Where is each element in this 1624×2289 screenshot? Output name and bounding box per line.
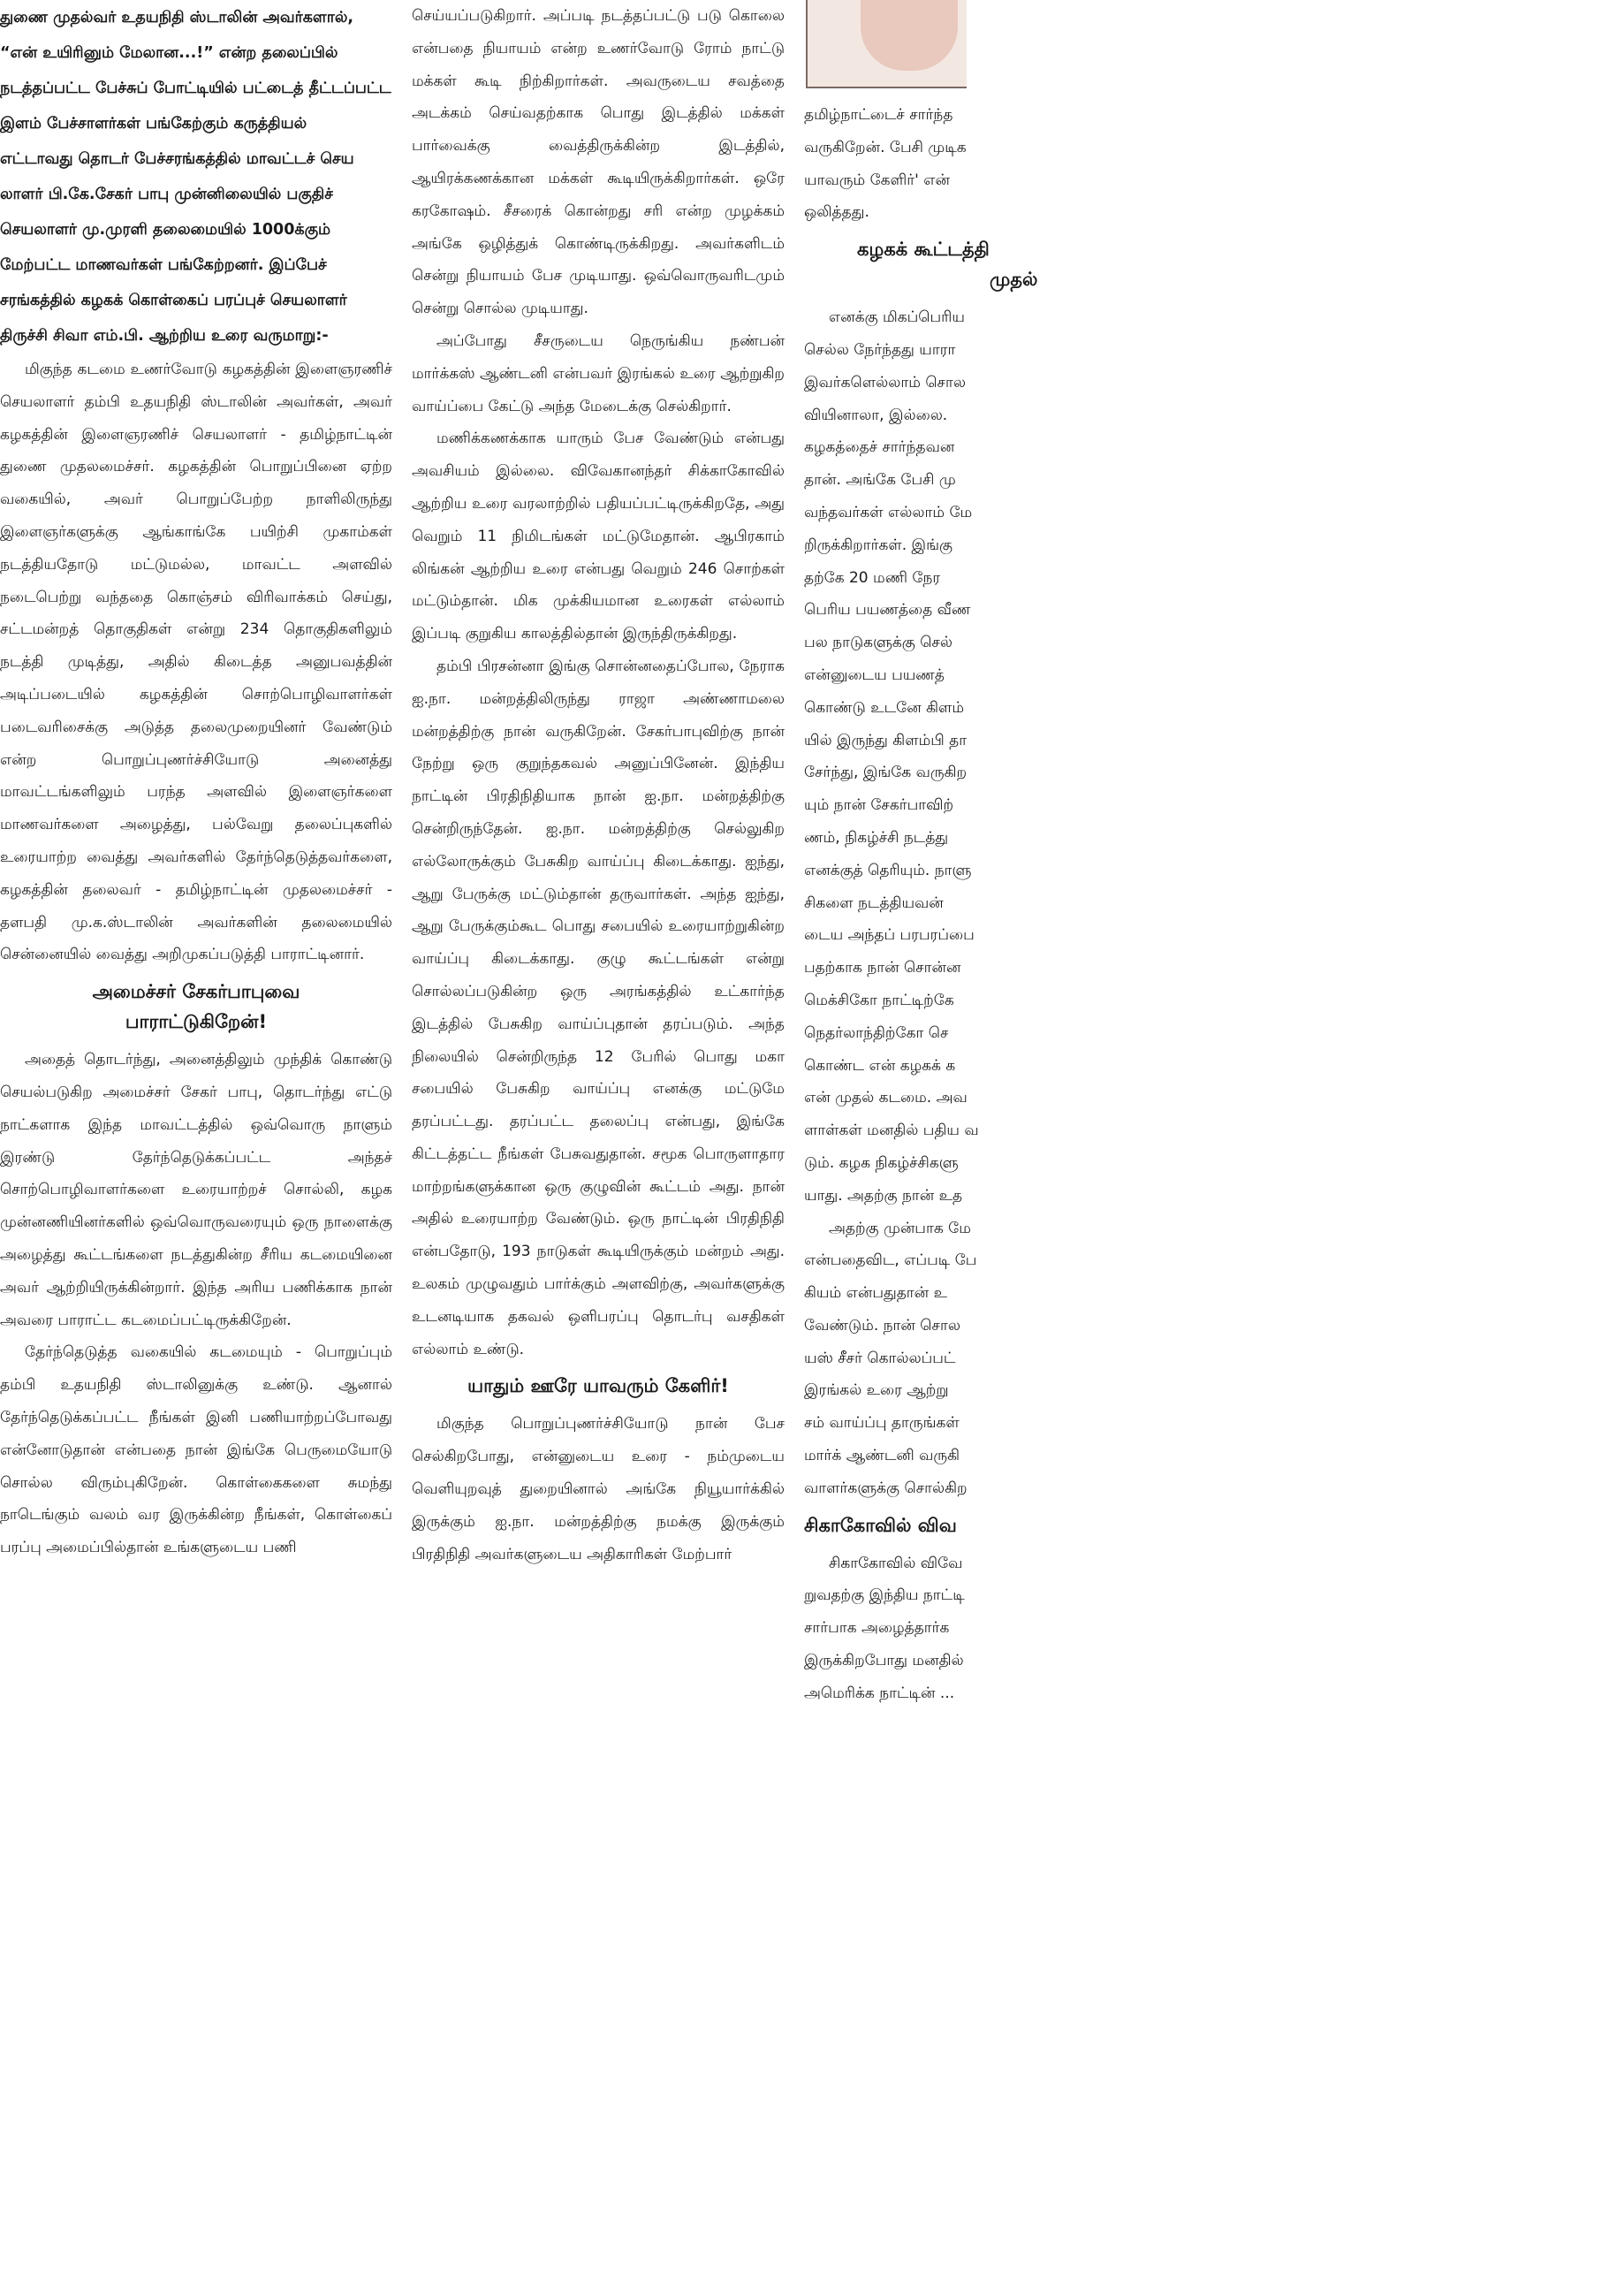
body-paragraph [804, 1213, 1246, 1505]
text-line: கழகத்தைச் சார்ந்தவன [804, 438, 955, 457]
text-line: றிருக்கிறார்கள். இங்கு [804, 536, 952, 554]
body-paragraph: அதைத் தொடர்ந்து, அனைத்திலும் முந்திக் கொண்டு செயல்படுகிற அமைச்சர் சேகர் பாபு, தொடர்ந்து எட்டு நாட்களாக இந்த மாவட்டத்தில் ஒவ்வொரு நாளும் இரண்டு தேர்ந்தெடுக்கப்பட்ட அந்தச் சொற்பொழிவாளர்களை உரையாற்றச் சொல்லி, கழக முன்னணியினர்களில் ஒவ்வொருவரையும் ஒரு நாளைக்கு அழைத்து கூட்டங்களை நடத்துகின்ற சீரிய கடமையினை அவர் ஆற்றியிருக்கின்றார். இந்த அரிய பணிக்காக நான் அவரை பாராட்ட கடமைப்பட்டிருக்கிறேன். [0, 1051, 392, 1329]
text-line: செயலாளர் மு.முரளி தலைமையில் 1000க்கும் [0, 221, 331, 239]
text-line: என் முதல் கடமை. அவ [804, 1089, 968, 1107]
text-line: சம் வாய்ப்பு தாருங்கள் [804, 1414, 960, 1433]
text-line: வருகிறேன். பேசி முடிக [804, 138, 967, 156]
body-paragraph: அப்போது சீசருடைய நெருங்கிய நண்பன் மார்க்கஸ் ஆண்டனி என்பவர் இரங்கல் உரை ஆற்றுகிற வாய்ப்பை கேட்டு அந்த மேடைக்கு செல்கிறார். [412, 331, 785, 415]
text-line: லாளர் பி.கே.சேகர் பாபு முன்னிலையில் பகுதிச் [0, 186, 333, 203]
text-line: மெக்சிகோ நாட்டிற்கே [804, 991, 954, 1009]
column-3-text [804, 99, 1246, 1710]
body-paragraph: மிகுந்த கடமை உணர்வோடு கழகத்தின் இளைஞரணிச் செயலாளர் தம்பி உதயநிதி ஸ்டாலின் அவர்கள், அவர் கழகத்தின் இளைஞரணிச் செயலாளர் - தமிழ்நாட்டின் துணை முதலமைச்சர். கழகத்தின் பொறுப்பினை ஏற்ற வகையில், அவர் பொறுப்பேற்ற நாளிலிருந்து இளைஞர்களுக்கு ஆங்காங்கே பயிற்சி முகாம்கள் நடத்தியதோடு மட்டுமல்ல, மாவட்ட அளவில் நடைபெற்று வந்ததை கொஞ்சம் விரிவாக்கம் செய்து, சட்டமன்றத் தொகுதிகள் என்று 234 தொகுதிகளிலும் நடத்தி முடித்து, அதில் கிடைத்த அனுபவத்தின் அடிப்படையில் கழகத்தின் சொற்பொழிவாளர்கள் படைவரிசைக்கு அடுத்த தலைமுறையினர் வேண்டும் என்ற பொறுப்புணர்ச்சியோடு அனைத்து மாவட்டங்களிலும் பரந்த அளவில் இளைஞர்களை மாணவர்களை அழைத்து, பல்வேறு தலைப்புகளில் உரையாற்ற வைத்து அவர்களில் தேர்ந்தெடுத்தவர்களை, கழகத்தின் தலைவர் - தமிழ்நாட்டின் முதலமைச்சர் - தளபதி மு.க.ஸ்டாலின் அவர்களின் தலைமையில் சென்னையில் வைத்து அறிமுகப்படுத்தி பாராட்டினார். [0, 361, 392, 964]
body-paragraph [804, 301, 1246, 1212]
subheading: சிகாகோவில் விவ [804, 1514, 957, 1536]
body-paragraph: மணிக்கணக்காக யாரும் பேச வேண்டும் என்பது அவசியம் இல்லை. விவேகானந்தர் சிக்காகோவில் ஆற்றிய உரை வரலாற்றில் பதியப்பட்டிருக்கிறதே, அது வெறும் 11 நிமிடங்கள் மட்டுமேதான். ஆபிரகாம் லிங்கன் ஆற்றிய உரை என்பது வெறும் 246 சொற்கள் மட்டும்தான். மிக முக்கியமான உரைகள் எல்லாம் இப்படி குறுகிய காலத்தில்தான் இருந்திருக்கிறது. [412, 430, 785, 643]
text-line: எட்டாவது தொடர் பேச்சரங்கத்தில் மாவட்டச் செய [0, 150, 354, 168]
lead-paragraph [0, 0, 392, 354]
text-line: என்பதைவிட, எப்படி பே [804, 1251, 977, 1270]
text-line: யாது. அதற்கு நான் உத [804, 1186, 963, 1205]
text-line: வந்தவர்கள் எல்லாம் மே [804, 503, 973, 521]
text-line: இருக்கிறபோது மனதில் [804, 1652, 964, 1670]
text-line: பதற்காக நான் சொன்ன [804, 959, 961, 977]
text-line: தான். அங்கே பேசி மு [804, 471, 956, 490]
text-line: சிகாகோவில் விவே [829, 1554, 963, 1572]
text-line: அமெரிக்க நாட்டின் ... [804, 1684, 955, 1702]
text-line: சேர்ந்து, இங்கே வருகிற [804, 764, 968, 782]
text-line: எனக்குத் தெரியும். நாளு [804, 861, 972, 879]
author-photo [806, 0, 967, 88]
subheading: கழகக் கூட்டத்தி முதல் [857, 239, 1038, 291]
body-paragraph: தேர்ந்தெடுத்த வகையில் கடமையும் - பொறுப்பும் தம்பி உதயநிதி ஸ்டாலினுக்கு உண்டு. ஆனால் தேர்ந்தெடுக்கப்பட்ட நீங்கள் இனி பணியாற்றப்போவது என்னோடுதான் என்பதை நான் இங்கே பெருமையோடு சொல்ல விரும்புகிறேன். கொள்கைகளை சுமந்து நாடெங்கும் வலம் வர இருக்கின்ற நீங்கள், கொள்கைப் பரப்பு அமைப்பில்தான் உங்களுடைய பணி [0, 1343, 392, 1557]
text-line: டும். கழக நிகழ்ச்சிகளு [804, 1153, 959, 1172]
text-line: அதற்கு முன்பாக மே [829, 1219, 971, 1237]
text-line: செல்ல நேர்ந்தது யாரா [804, 340, 956, 359]
text-line: தற்கே 20 மணி நேர [804, 568, 941, 587]
body-paragraph [804, 1548, 1246, 1710]
text-line: என்னுடைய பயணத் [804, 665, 945, 684]
text-line: கொண்ட என் கழகக் க [804, 1056, 956, 1075]
text-line: நெதர்லாந்திற்கோ செ [804, 1023, 949, 1042]
text-line: வாளர்களுக்கு சொல்கிற [804, 1479, 968, 1497]
text-line: பல நாடுகளுக்கு செல் [804, 634, 952, 652]
text-line: யாவரும் கேளிர்' என் [804, 171, 951, 189]
article-column-3 [801, 0, 1624, 2289]
text-line: ளாள்கள் மனதில் பதிய வ [804, 1122, 979, 1140]
body-paragraph: தம்பி பிரசன்னா இங்கு சொன்னதைப்போல, நேராக ஐ.நா. மன்றத்திலிருந்து ராஜா அண்ணாமலை மன்றத்திற்கு நான் வருகிறேன். சேகர்பாபுவிற்கு நான் நேற்று ஒரு குறுந்தகவல் அனுப்பினேன். இந்திய நாட்டின் பிரதிநிதியாக நான் ஐ.நா. மன்றத்திற்கு சென்றிருந்தேன். ஐ.நா. மன்றத்திற்கு செல்லுகிற எல்லோருக்கும் பேசுகிற வாய்ப்பு கிடைக்காது. ஐந்து, ஆறு பேருக்கு மட்டும்தான் தருவார்கள். அந்த ஐந்து, ஆறு பேருக்கும்கூட பொது சபையில் உரையாற்றுகின்ற வாய்ப்பு கிடைக்காது. குழு கூட்டங்கள் என்று சொல்லப்படுகின்ற ஒரு அரங்கத்தில் உட்கார்ந்த இடத்தில் பேசுகிற வாய்ப்புதான் தரப்படும். அந்த நிலையில் சென்றிருந்த 12 பேரில் பொது மகா சபையில் பேசுகிற வாய்ப்பு எனக்கு மட்டுமே தரப்பட்டது. தரப்பட்ட தலைப்பு என்பது, இங்கே கிட்டத்தட்ட நீங்கள் பேசுவதுதான். சமூக பொருளாதார மாற்றங்களுக்கான ஒரு குழுவின் கூட்டம் அது. நான் அதில் உரையாற்ற வேண்டும். ஒரு நாட்டின் பிரதிநிதி என்பதோடு, 193 நாடுகள் கூடியிருக்கும் மன்றம் அது. உலகம் முழுவதும் பார்க்கும் அளவிற்கு, அவர்களுக்கு உடனடியாக தகவல் ஒளிபரப்பு தொடர்பு வசதிகள் எல்லாம் உண்டு. [412, 657, 785, 1358]
text-line: சார்பாக அழைத்தார்க [804, 1619, 950, 1638]
text-line: சிகளை நடத்தியவன் [804, 894, 944, 912]
subheading: யாதும் ஊரே யாவரும் கேளிர்! [467, 1375, 729, 1397]
article-column-2 [412, 0, 785, 2289]
text-line: யில் இருந்து கிளம்பி தா [804, 731, 968, 749]
text-line: இளம் பேச்சாளர்கள் பங்கேற்கும் கருத்தியல் [0, 115, 307, 133]
text-line: ணம், நிகழ்ச்சி நடத்து [804, 828, 949, 847]
text-line: நடத்தப்பட்ட பேச்சுப் போட்டியில் பட்டைத் தீட்டப்பட்ட [0, 80, 391, 97]
text-line: சரங்கத்தில் கழகக் கொள்கைப் பரப்புச் செயலாளர் [0, 292, 347, 309]
article-column-1 [0, 0, 392, 2289]
text-line: ஒலித்தது. [804, 203, 869, 222]
continued-text [804, 99, 1246, 229]
text-line: மார்க் ஆண்டனி வருகி [804, 1447, 960, 1465]
text-line: யும் நான் சேகர்பாவிற் [804, 796, 954, 815]
text-line: இவர்களெல்லாம் சொல [804, 373, 966, 392]
body-paragraph: மிகுந்த பொறுப்புணர்ச்சியோடு நான் பேச செல்கிறபோது, என்னுடைய உரை - நம்முடைய வெளியுறவுத் துறையினால் அங்கே நியூயார்க்கில் இருக்கும் ஐ.நா. மன்றத்திற்கு நமக்கு இருக்கும் பிரதிநிதி அவர்களுடைய அதிகாரிகள் மேற்பார் [412, 1415, 785, 1563]
text-line: யஸ் சீசர் கொல்லப்பட் [804, 1349, 956, 1367]
text-line: எனக்கு மிகப்பெரிய [829, 308, 965, 327]
text-line: இரங்கல் உரை ஆற்று [804, 1381, 949, 1400]
text-line: தமிழ்நாட்டைச் சார்ந்த [804, 106, 953, 124]
subheading: அமைச்சர் சேகர்பாபுவை பாராட்டுகிறேன்! [92, 981, 300, 1033]
text-line: வியினாலா, இல்லை. [804, 406, 948, 424]
text-line: கியம் என்பதுதான் உ [804, 1284, 947, 1303]
text-line: டைய அந்தப் பரபரப்பை [804, 926, 975, 945]
text-line: மேற்பட்ட மாணவர்கள் பங்கேற்றனர். இப்பேச் [0, 256, 327, 274]
text-line: துணை முதல்வர் உதயநிதி ஸ்டாலின் அவர்களால், [0, 9, 354, 27]
text-line: “என் உயிரினும் மேலான...!” என்ற தலைப்பில் [0, 44, 338, 62]
text-line: வேண்டும். நான் சொல [804, 1316, 960, 1335]
text-line: பெரிய பயணத்தை வீண [804, 601, 971, 620]
text-line: கொண்டு உடனே கிளம் [804, 698, 965, 717]
text-line: றுவதற்கு இந்திய நாட்டி [804, 1586, 965, 1605]
text-line: திருச்சி சிவா எம்.பி. ஆற்றிய உரை வருமாறு:- [0, 327, 329, 345]
continued-text: செய்யப்படுகிறார். அப்படி நடத்தப்பட்டு படு கொலை என்பதை நியாயம் என்ற உணர்வோடு ரோம் நாட்டு மக்கள் கூடி நிற்கிறார்கள். அவருடைய சவத்தை அடக்கம் செய்வதற்காக பொது இடத்தில் மக்கள் பார்வைக்கு வைத்திருக்கின்ற இடத்தில், ஆயிரக்கணக்கான மக்கள் கூடியிருக்கிறார்கள். ஒரே கரகோஷம். சீசரைக் கொன்றது சரி என்ற முழக்கம் அங்கே ஒழித்துக் கொண்டிருக்கிறது. அவர்களிடம் சென்று நியாயம் பேச முடியாது. ஒவ்வொருவரிடமும் சென்று சொல்ல முடியாது. [412, 7, 785, 318]
